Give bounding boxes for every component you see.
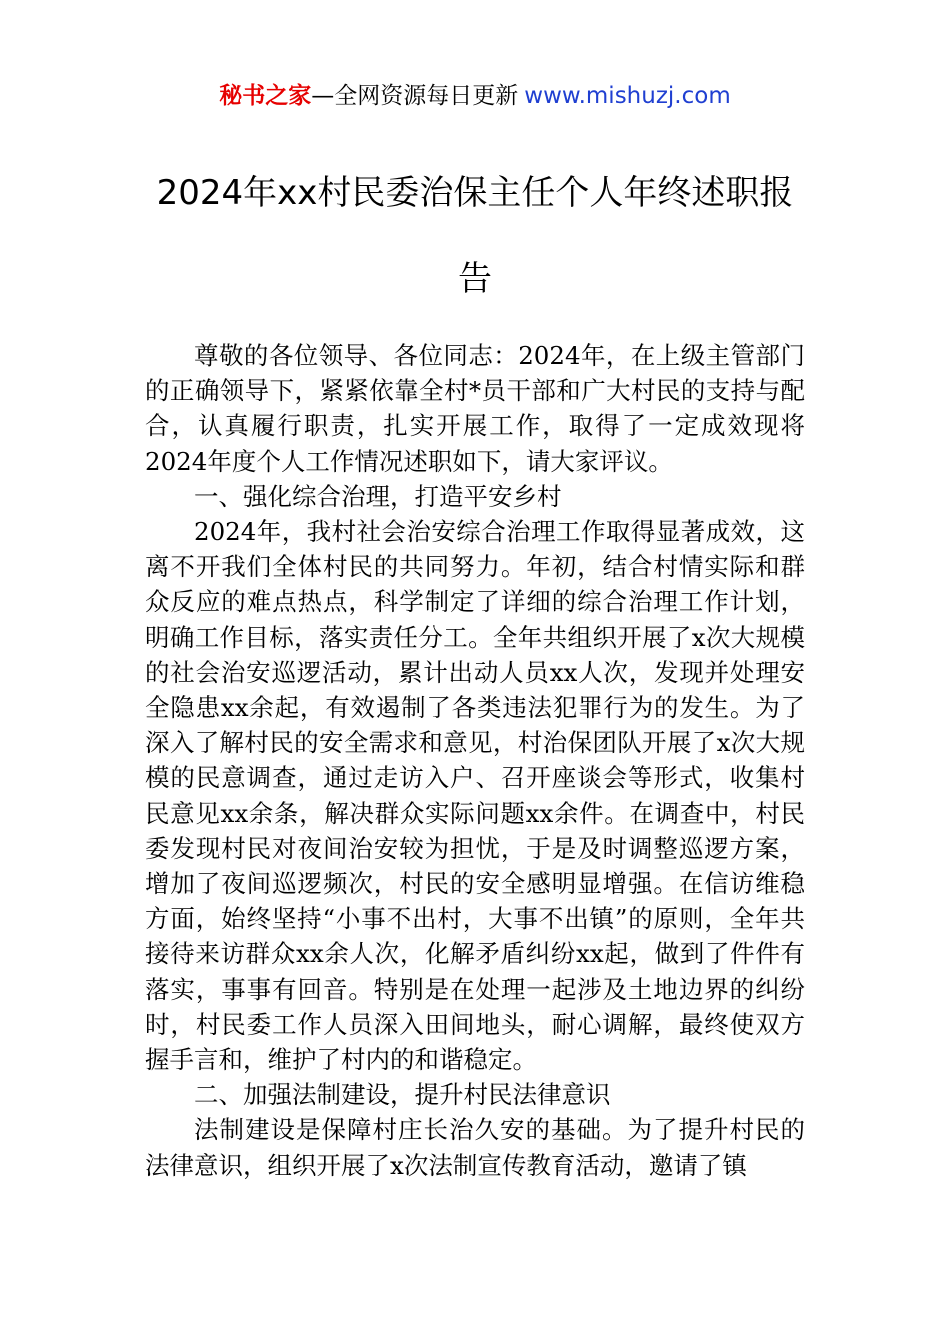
- document-body: [145, 338, 805, 1183]
- site-url-link[interactable]: www.mishuzj.com: [524, 83, 731, 109]
- site-brand: 秘书之家: [219, 83, 312, 109]
- section-heading-2: 二、加强法制建设，提升村民法律意识: [194, 1080, 611, 1110]
- section-1-paragraph: 2024年，我村社会治安综合治理工作取得显著成效，这离不开我们全体村民的共同努力。年初，结合村情实际和群众反应的难点热点，科学制定了详细的综合治理工作计划，明确工作目标，落实责任分工。全年共组织开展了x次大规模的社会治安巡逻活动，累计出动人员xx人次，发现并处理安全隐患xx余起，有效遏制了各类违法犯罪行为的发生。为了深入了解村民的安全需求和意见，村治保团队开展了x次大规模的民意调查，通过走访入户、召开座谈会等形式，收集村民意见xx余条，解决群众实际问题xx余件。在调查中，村民委发现村民对夜间治安较为担忧，于是及时调整巡逻方案，增加了夜间巡逻频次，村民的安全感明显增强。在信访维稳方面，始终坚持“小事不出村，大事不出镇”的原则，全年共接待来访群众xx余人次，化解矛盾纠纷xx起，做到了件件有落实，事事有回音。特别是在处理一起涉及土地边界的纠纷时，村民委工作人员深入田间地头，耐心调解，最终使双方握手言和，维护了村内的和谐稳定。: [145, 517, 805, 1075]
- intro-paragraph: 尊敬的各位领导、各位同志：2024年，在上级主管部门的正确领导下，紧紧依靠全村*员干部和广大村民的支持与配合，认真履行职责，扎实开展工作，取得了一定成效现将2024年度个人工作情况述职如下，请大家评议。: [145, 341, 805, 476]
- document-title: 2024年xx村民委治保主任个人年终述职报告: [156, 173, 794, 299]
- site-tagline: —全网资源每日更新: [311, 83, 519, 109]
- section-2-paragraph: 法制建设是保障村庄长治久安的基础。为了提升村民的法律意识，组织开展了x次法制宣传教育活动，邀请了镇: [145, 1115, 805, 1180]
- section-heading-1: 一、强化综合治理，打造平安乡村: [194, 481, 562, 511]
- site-header: [0, 80, 950, 112]
